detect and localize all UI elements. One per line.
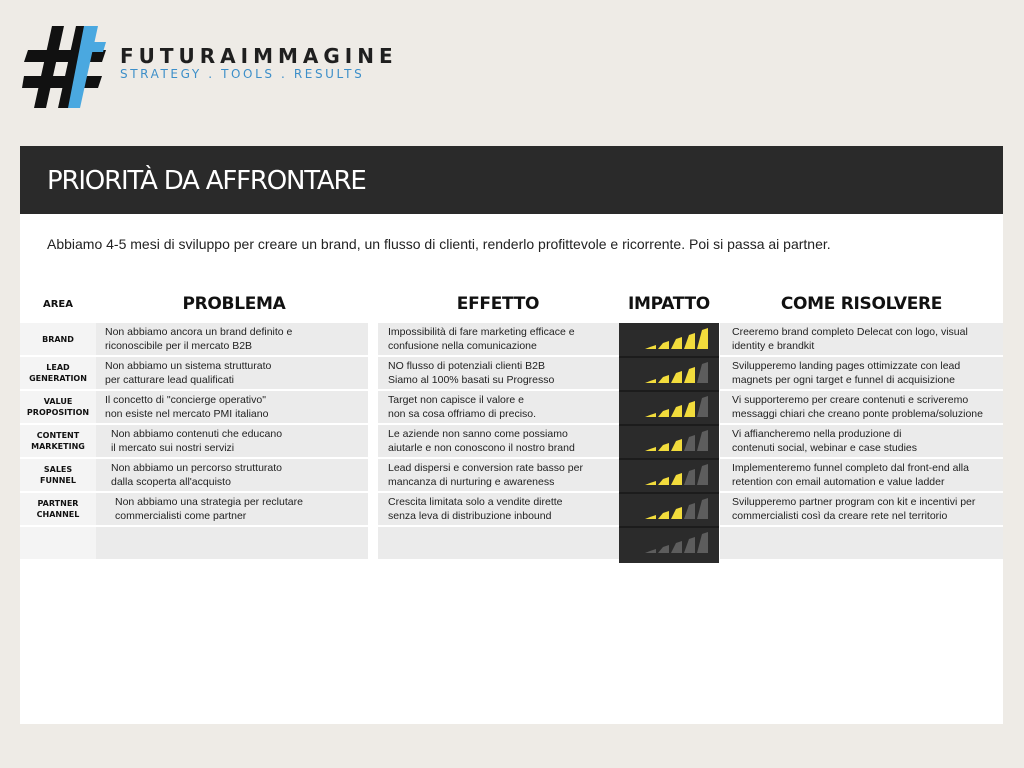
- impact-bar: [684, 435, 695, 451]
- impact-bar: [697, 464, 708, 485]
- cell-line: riconoscibile per il mercato B2B: [105, 339, 253, 352]
- area-label: [20, 396, 96, 418]
- impact-bar: [697, 430, 708, 451]
- risolvere-text: [732, 462, 969, 489]
- cell-line: Lead dispersi e conversion rate basso per: [388, 462, 583, 474]
- cell-line: Vi supporteremo per creare contenuti e scriveremo: [732, 394, 969, 406]
- impact-bar: [658, 511, 669, 519]
- impact-bar: [658, 341, 669, 349]
- problema-text: [105, 394, 268, 421]
- cell-line: mancanza di nurturing e awareness: [388, 475, 555, 488]
- cell-line: contenuti social, webinar e case studies: [732, 441, 918, 454]
- brand-name: FUTURAIMMAGINE: [120, 44, 398, 68]
- cell-line: Non abbiamo un sistema strutturato: [105, 360, 272, 372]
- cell-line: Non abbiamo una strategia per reclutare: [115, 496, 303, 508]
- cell-line: confusione nella comunicazione: [388, 339, 537, 352]
- risolvere-text: [732, 428, 917, 455]
- cell-line: Le aziende non sanno come possiamo: [388, 428, 568, 440]
- priorities-panel: [20, 146, 1003, 724]
- cell-line: VALUE: [43, 397, 73, 406]
- risolvere-cell-bg: [720, 527, 1003, 559]
- impact-chart: [619, 323, 719, 563]
- cell-line: commercialisti così da creare rete nel territorio: [732, 509, 948, 522]
- impact-bar: [684, 469, 695, 485]
- risolvere-text: [732, 360, 960, 387]
- area-label: [20, 334, 96, 345]
- impact-bar: [671, 541, 682, 553]
- effetto-text: [388, 326, 575, 353]
- problema-text: [111, 462, 282, 489]
- impact-bar: [684, 537, 695, 553]
- impact-row-divider: [619, 526, 719, 528]
- effetto-text: [388, 394, 536, 421]
- cell-line: Creeremo brand completo Delecat con logo, visual: [732, 326, 968, 338]
- impact-row-divider: [619, 492, 719, 494]
- risolvere-text: [732, 394, 983, 421]
- impact-bar: [697, 362, 708, 383]
- title-bar: [20, 146, 1003, 214]
- cell-line: Implementeremo funnel completo dal front-end alla: [732, 462, 969, 474]
- cell-line: Svilupperemo landing pages ottimizzate con lead: [732, 360, 961, 372]
- cell-line: FUNNEL: [40, 476, 76, 485]
- impact-bar: [697, 498, 708, 519]
- risolvere-text: [732, 496, 975, 523]
- cell-line: aiutarle e non conoscono il nostro brand: [388, 441, 575, 454]
- cell-line: messaggi chiari che creano ponte problema/soluzione: [732, 407, 983, 420]
- area-label: [20, 464, 96, 486]
- impact-bar: [671, 473, 682, 485]
- impact-row-divider: [619, 458, 719, 460]
- column-header-impatto: IMPATTO: [628, 294, 710, 314]
- impact-bar: [645, 413, 656, 417]
- impact-bar: [645, 549, 656, 553]
- cell-line: GENERATION: [29, 374, 87, 383]
- cell-line: Impossibilità di fare marketing efficace e: [388, 326, 575, 338]
- impact-bar: [684, 401, 695, 417]
- cell-line: non esiste nel mercato PMI italiano: [105, 407, 269, 420]
- intro-text: Abbiamo 4-5 mesi di sviluppo per creare un brand, un flusso di clienti, renderlo profittevole e ricorrente. Poi si passa ai partner.: [47, 236, 831, 252]
- impact-row-divider: [619, 424, 719, 426]
- impact-bar: [697, 532, 708, 553]
- effetto-text: [388, 428, 575, 455]
- impact-bar: [658, 477, 669, 485]
- impact-row-divider: [619, 356, 719, 358]
- cell-line: Non abbiamo contenuti che educano: [111, 428, 283, 440]
- impact-bar: [671, 371, 682, 383]
- cell-line: senza leva di distribuzione inbound: [388, 509, 552, 522]
- impact-bar: [645, 447, 656, 451]
- area-label: [20, 430, 96, 452]
- problema-text: [115, 496, 303, 523]
- impact-bar: [645, 481, 656, 485]
- impact-bar: [671, 337, 682, 349]
- cell-line: CONTENT: [36, 431, 80, 440]
- column-header-risolvere: COME RISOLVERE: [780, 294, 943, 314]
- effetto-text: [388, 462, 583, 489]
- impact-column: [619, 323, 719, 563]
- impact-bar: [671, 507, 682, 519]
- cell-line: PROPOSITION: [26, 408, 90, 417]
- problema-text: [105, 360, 271, 387]
- effetto-text: [388, 496, 563, 523]
- impact-bar: [658, 375, 669, 383]
- cell-line: Non abbiamo un percorso strutturato: [111, 462, 283, 474]
- cell-line: NO flusso di potenziali clienti B2B: [388, 360, 545, 372]
- hashtag-logo-icon: [22, 20, 112, 112]
- impact-bar: [658, 409, 669, 417]
- column-header-area: AREA: [42, 299, 73, 310]
- impact-bar: [697, 396, 708, 417]
- cell-line: Vi affiancheremo nella produzione di: [732, 428, 902, 440]
- cell-line: MARKETING: [31, 442, 85, 451]
- impact-bar: [684, 367, 695, 383]
- cell-line: il mercato sui nostri servizi: [111, 441, 235, 454]
- impact-bar: [671, 405, 682, 417]
- cell-line: commercialisti come partner: [115, 509, 247, 522]
- impact-bar: [684, 503, 695, 519]
- impact-bar: [658, 443, 669, 451]
- brand-tagline: STRATEGY . TOOLS . RESULTS: [120, 67, 365, 81]
- page-title: PRIORITÀ DA AFFRONTARE: [47, 166, 366, 196]
- cell-line: magnets per ogni target e funnel di acquisizione: [732, 373, 955, 386]
- cell-line: Svilupperemo partner program con kit e incentivi per: [732, 496, 976, 508]
- cell-line: Siamo al 100% basati su Progresso: [388, 373, 555, 386]
- risolvere-text: [732, 326, 968, 353]
- cell-line: per catturare lead qualificati: [105, 373, 234, 386]
- problema-text: [105, 326, 292, 353]
- impact-bar: [645, 515, 656, 519]
- cell-line: Il concetto di "concierge operativo": [105, 394, 266, 406]
- effetto-text: [388, 360, 554, 387]
- cell-line: CHANNEL: [36, 510, 80, 519]
- cell-line: non sa cosa offriamo di preciso.: [388, 407, 537, 420]
- impact-row-divider: [619, 390, 719, 392]
- impact-bar: [684, 333, 695, 349]
- area-label: [20, 362, 96, 384]
- cell-line: identity e brandkit: [732, 339, 815, 352]
- cell-line: LEAD: [46, 363, 70, 372]
- column-header-effetto: EFFETTO: [456, 294, 540, 314]
- cell-line: dalla scoperta all'acquisto: [111, 475, 231, 488]
- impact-bar: [697, 328, 708, 349]
- impact-bar: [671, 439, 682, 451]
- area-cell-bg: [20, 527, 96, 559]
- cell-line: Crescita limitata solo a vendite dirette: [388, 496, 563, 508]
- cell-line: retention con email automation e value ladder: [732, 475, 945, 488]
- column-header-problema: PROBLEMA: [182, 294, 286, 314]
- cell-line: BRAND: [42, 335, 74, 344]
- problema-cell-bg: [96, 527, 368, 559]
- area-label: [20, 498, 96, 520]
- impact-bar: [658, 545, 669, 553]
- impact-bar: [645, 379, 656, 383]
- cell-line: Target non capisce il valore e: [388, 394, 524, 406]
- impact-bar: [645, 345, 656, 349]
- cell-line: SALES: [43, 465, 73, 474]
- problema-text: [111, 428, 282, 455]
- cell-line: PARTNER: [37, 499, 79, 508]
- effetto-cell-bg: [378, 527, 620, 559]
- cell-line: Non abbiamo ancora un brand definito e: [105, 326, 293, 338]
